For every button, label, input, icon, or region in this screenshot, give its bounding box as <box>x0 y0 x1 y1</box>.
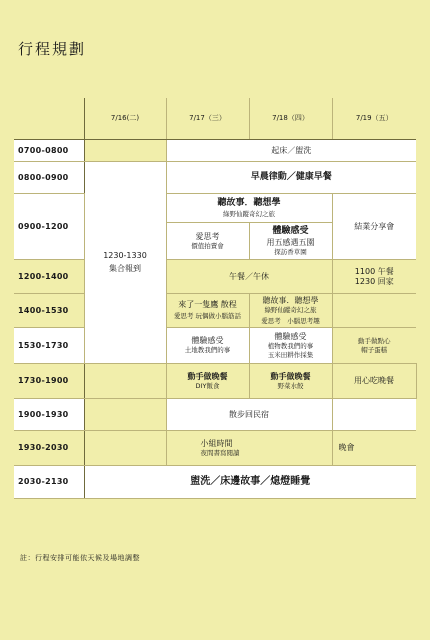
time-1930: 1930-2030 <box>14 431 84 466</box>
cell-0716-checkin: 1230-1330 集合報到 <box>84 162 166 364</box>
header-day-0718: 7/18（四） <box>249 98 332 140</box>
cell-1930-0719: 晚會 <box>332 431 416 466</box>
cell-1730-0718: 動手做晚餐 野菜水餃 <box>249 364 332 399</box>
row-1930 <box>14 431 416 466</box>
row-1200 <box>14 260 416 294</box>
header-corner <box>14 98 84 140</box>
cell-1900-0716 <box>84 399 166 431</box>
header-day-0717: 7/17（三） <box>166 98 249 140</box>
cell-0900-0717: 愛思考 價值拍賣會 <box>166 223 249 260</box>
cell-1530-0717: 體驗感受 土地教我們的事 <box>166 328 249 364</box>
row-1530 <box>14 328 416 364</box>
cell-1930-0716 <box>84 431 166 466</box>
time-2030: 2030-2130 <box>14 466 84 499</box>
cell-1730-0719a: 用心吃晚餐 <box>332 364 416 399</box>
cell-1900-0719 <box>332 399 416 431</box>
cell-2030-main: 盥洗／床邊故事／熄燈睡覺 <box>84 466 416 499</box>
time-0900: 0900-1200 <box>14 194 84 260</box>
time-0700: 0700-0800 <box>14 140 84 162</box>
cell-1200-0719: 1100 午餐 1230 回家 <box>332 260 416 294</box>
schedule-table <box>14 98 417 499</box>
cell-1400-0719 <box>332 294 416 328</box>
cell-1930-group: 小組時間 夜間書寫閱讀 <box>166 431 332 466</box>
cell-0800-main: 早晨律動／健康早餐 <box>166 162 416 194</box>
time-1730: 1730-1900 <box>14 364 84 399</box>
cell-1900-main: 散步回民宿 <box>166 399 332 431</box>
cell-0700-0716 <box>84 140 166 162</box>
cell-1530-0718: 體驗感受 植物教我們的事 玉米田耕作採集 <box>249 328 332 364</box>
row-1900 <box>14 399 416 431</box>
row-1730 <box>14 364 416 399</box>
cell-1530-0719: 動手做點心 帽子蛋糕 <box>332 328 416 364</box>
row-0800 <box>14 162 416 194</box>
cell-0900-0719: 結業分享會 <box>332 194 416 260</box>
time-0800: 0800-0900 <box>14 162 84 194</box>
time-1400: 1400-1530 <box>14 294 84 328</box>
time-1900: 1900-1930 <box>14 399 84 431</box>
cell-1400-0718: 聽故事．聽想學 綠野仙蹤奇幻之旅 愛思考 小腦思考趣 <box>249 294 332 328</box>
row-1400 <box>14 294 416 328</box>
row-2030 <box>14 466 416 499</box>
header-day-0719: 7/19（五） <box>332 98 416 140</box>
cell-0700-main: 起床／盥洗 <box>166 140 416 162</box>
time-1530: 1530-1730 <box>14 328 84 364</box>
cell-1200-main: 午餐／午休 <box>166 260 332 294</box>
header-row <box>14 98 416 140</box>
cell-1730-0717: 動手做晚餐 DIY飯食 <box>166 364 249 399</box>
cell-0900-story: 聽故事．聽想學 綠野仙蹤奇幻之旅 <box>166 194 332 223</box>
cell-1400-0717: 來了一隻鷹 散程 愛思考 玩偶做小腦筋話 <box>166 294 249 328</box>
time-1200: 1200-1400 <box>14 260 84 294</box>
row-0900-top <box>14 194 416 223</box>
footnote: 註：行程安排可能依天候及場地調整 <box>20 554 140 562</box>
row-0700 <box>14 140 416 162</box>
page-title: 行程規劃 <box>18 40 87 58</box>
cell-1730-0716 <box>84 364 166 399</box>
cell-0900-0718: 體驗感受 用五感遇五園 探訪香草園 <box>249 223 332 260</box>
header-day-0716: 7/16(二) <box>84 98 166 140</box>
